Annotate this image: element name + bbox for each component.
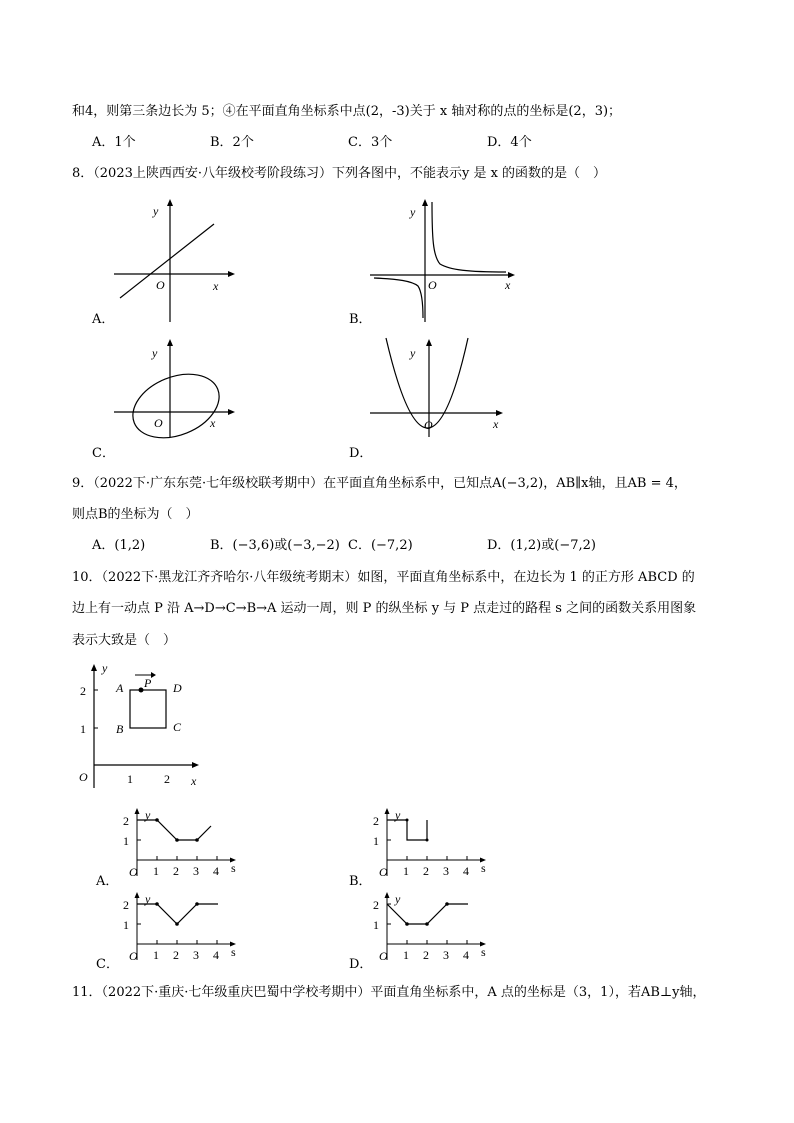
q9-option-d: D．(1,2)或(−7,2): [487, 538, 596, 553]
q8d-origin-label: O: [424, 418, 433, 432]
q8d-y-label: y: [410, 346, 416, 360]
q8-stem: 8．（2023上陕西西安·八年级校考阶段练习）下列各图中，不能表示y 是 x 的函数的是（ ）: [72, 166, 607, 181]
q10c-ytick-1: 1: [123, 918, 129, 932]
q8a-x-label: x: [213, 279, 219, 293]
q10a-y-label: y: [145, 808, 151, 822]
q10d-xtick-3: 3: [443, 948, 449, 962]
q10-stem-line2: 边上有一动点 P 沿 A→D→C→B→A 运动一周，则 P 的纵坐标 y 与 P 点走过的路程 s 之间的函数关系用图象: [72, 601, 697, 616]
q10d-ytick-2: 2: [373, 898, 379, 912]
q8c-y-label: y: [152, 346, 158, 360]
q10b-ytick-1: 1: [373, 834, 379, 848]
prev-option-a: A．1个: [92, 135, 136, 150]
q10a-xtick-4: 4: [213, 864, 219, 878]
q9-option-a: A．(1,2): [92, 538, 146, 553]
q10-fig-tick-1: 1: [80, 722, 86, 736]
q10a-xtick-3: 3: [193, 864, 199, 878]
q10b-y-label: y: [395, 808, 401, 822]
q8d-x-label: x: [493, 417, 499, 431]
q10-stem-line3: 表示大致是（ ）: [72, 633, 177, 648]
q10b-xtick-2: 2: [423, 864, 429, 878]
q10d-y-label: y: [395, 892, 401, 906]
q8c-origin-label: O: [154, 416, 163, 430]
q10-fig-xtick-1: 1: [127, 772, 133, 786]
prev-option-b: B．2个: [210, 135, 254, 150]
q10-graph-c: [118, 892, 248, 967]
q10d-s-label: s: [481, 945, 486, 959]
q10-option-d: D．: [349, 957, 373, 972]
q10-fig-point-d: D: [173, 681, 182, 695]
q10c-xtick-4: 4: [213, 948, 219, 962]
q10-fig-point-b: B: [116, 722, 124, 736]
q10a-ytick-2: 2: [123, 814, 129, 828]
q10a-xtick-2: 2: [173, 864, 179, 878]
q9-option-b: B．(−3,6)或(−3,−2): [210, 538, 340, 553]
q10-fig-origin: O: [79, 770, 88, 784]
q10b-origin: O: [379, 865, 388, 879]
q10-square-figure: [74, 660, 204, 790]
q10-fig-y-label: y: [102, 661, 108, 675]
q10a-xtick-1: 1: [153, 864, 159, 878]
q8-graph-a: [110, 198, 240, 323]
q10c-y-label: y: [145, 892, 151, 906]
q10d-xtick-2: 2: [423, 948, 429, 962]
q8b-origin-label: O: [428, 278, 437, 292]
q10-graph-d: [368, 892, 498, 967]
q10d-origin: O: [379, 949, 388, 963]
prev-option-d: D．4个: [487, 135, 532, 150]
q10-stem-line1: 10．（2022下·黑龙江齐齐哈尔·八年级统考期末）如图，平面直角坐标系中，在边长为 1 的正方形 ABCD 的: [72, 570, 695, 585]
q10-graph-b: [368, 808, 498, 883]
q10c-xtick-3: 3: [193, 948, 199, 962]
q10c-xtick-1: 1: [153, 948, 159, 962]
q8-option-a: A．: [92, 312, 115, 327]
q10a-s-label: s: [231, 861, 236, 875]
q10b-xtick-4: 4: [463, 864, 469, 878]
q10c-s-label: s: [231, 945, 236, 959]
q10-option-b: B．: [349, 874, 372, 889]
q8-option-b: B．: [349, 312, 372, 327]
q10b-xtick-3: 3: [443, 864, 449, 878]
q10c-ytick-2: 2: [123, 898, 129, 912]
q10-fig-xtick-2: 2: [164, 772, 170, 786]
q8a-y-label: y: [153, 204, 159, 218]
q8-graph-b: [368, 198, 518, 323]
prev-option-c: C．3个: [348, 135, 393, 150]
q10-fig-point-a: A: [116, 681, 124, 695]
q10d-xtick-4: 4: [463, 948, 469, 962]
q8-option-c: C．: [92, 446, 115, 461]
q10-fig-x-label: x: [191, 774, 197, 788]
prev-question-line: 和4，则第三条边长为 5；④在平面直角坐标系中点(2，-3)关于 x 轴对称的点的坐标是(2，3)；: [72, 104, 622, 119]
q8c-x-label: x: [210, 416, 216, 430]
q10-option-c: C．: [96, 957, 119, 972]
q10d-ytick-1: 1: [373, 918, 379, 932]
q10-graph-a: [118, 808, 248, 883]
q10b-xtick-1: 1: [403, 864, 409, 878]
q10c-xtick-2: 2: [173, 948, 179, 962]
q10d-xtick-1: 1: [403, 948, 409, 962]
q8a-origin-label: O: [156, 278, 165, 292]
q10-fig-point-p: P: [144, 676, 152, 690]
q11-stem: 11．（2022下·重庆·七年级重庆巴蜀中学校考期中）平面直角坐标系中，A 点的坐标是（3，1），若AB⊥y轴，: [72, 985, 706, 1000]
q10b-ytick-2: 2: [373, 814, 379, 828]
q9-stem-line2: 则点B的坐标为（ ）: [72, 507, 199, 522]
q9-stem-line1: 9．（2022下·广东东莞·七年级校联考期中）在平面直角坐标系中，已知点A(−3,2)，AB∥x轴，且AB = 4，: [72, 476, 687, 491]
q10c-origin: O: [129, 949, 138, 963]
q9-option-c: C．(−7,2): [348, 538, 413, 553]
q10a-origin: O: [129, 865, 138, 879]
q10-fig-point-c: C: [173, 720, 182, 734]
q8b-x-label: x: [505, 278, 511, 292]
q8-graph-c: [110, 338, 240, 438]
q10b-s-label: s: [481, 861, 486, 875]
q10a-ytick-1: 1: [123, 834, 129, 848]
q8-option-d: D．: [349, 446, 373, 461]
q8-graph-d: [368, 338, 518, 438]
q8b-y-label: y: [410, 205, 416, 219]
q10-option-a: A．: [96, 874, 119, 889]
q10-fig-tick-2: 2: [80, 684, 86, 698]
